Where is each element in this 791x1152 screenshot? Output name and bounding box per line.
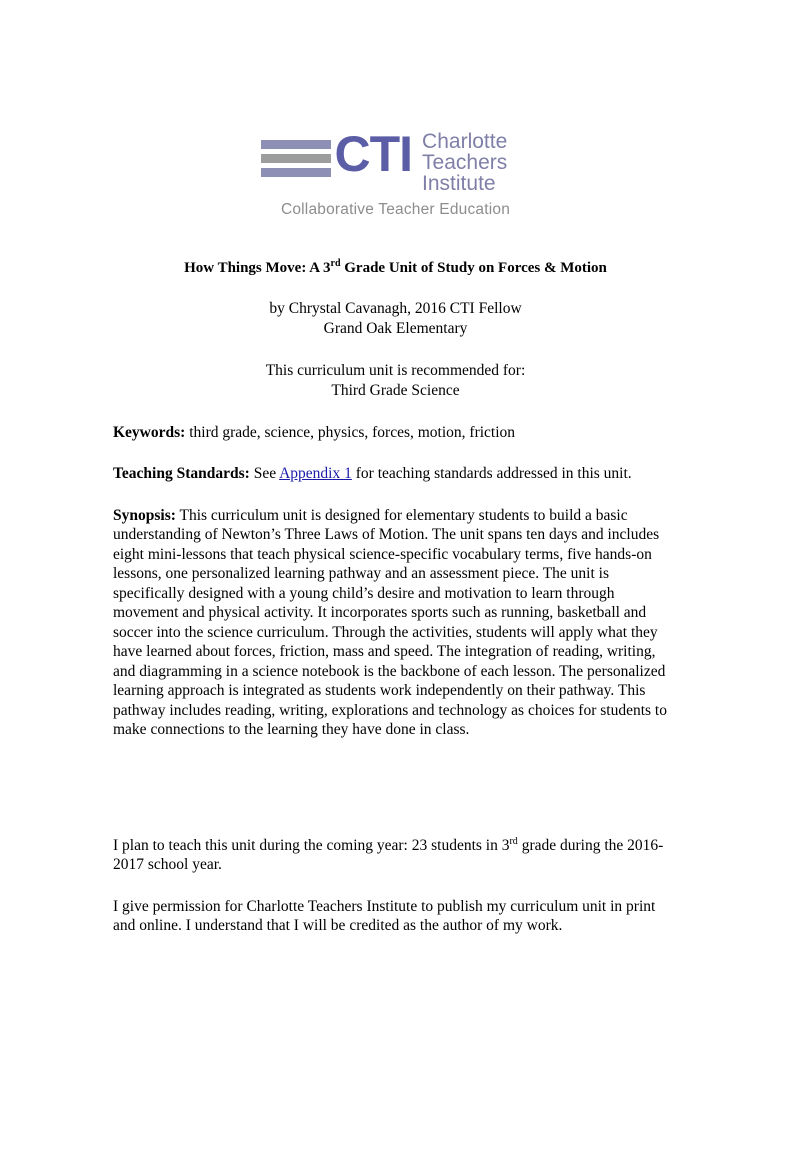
logo-wordmark (422, 128, 507, 194)
recommendation-value: Third Grade Science (331, 381, 460, 399)
cti-logo-block (0, 128, 791, 219)
permission-paragraph: I give permission for Charlotte Teachers Institute to publish my curriculum unit in print and online. I understand that I will be credited as the author of my work. (113, 897, 656, 934)
page-title-part1: How Things Move: A 3 (184, 260, 331, 276)
teaching-plan-paragraph (113, 836, 678, 875)
standards-pre-text: See (249, 465, 280, 482)
teaching-plan-ordinal: rd (509, 835, 518, 847)
school-line: Grand Oak Elementary (323, 319, 468, 337)
logo-tagline: Collaborative Teacher Education (280, 201, 511, 218)
recommendation-block (113, 361, 678, 401)
author-line: by Chrystal Cavanagh, 2016 CTI Fellow (269, 299, 522, 317)
synopsis-paragraph (113, 506, 678, 740)
logo-bars-icon (261, 128, 331, 177)
appendix-1-link[interactable]: Appendix 1 (279, 465, 352, 482)
recommendation-label: This curriculum unit is recommended for: (265, 361, 526, 379)
content-spacer (113, 740, 678, 836)
document-content (0, 259, 791, 936)
synopsis-label: Synopsis: (113, 506, 176, 524)
page-title-part2: Grade Unit of Study on Forces & Motion (340, 260, 607, 276)
byline (113, 299, 678, 339)
standards-post-text: for teaching standards addressed in this unit. (351, 465, 632, 482)
keywords-paragraph (113, 423, 678, 443)
page-title (113, 259, 678, 279)
keywords-value: third grade, science, physics, forces, motion, friction (185, 423, 516, 441)
logo-word-2: Teachers (422, 151, 508, 174)
page-title-ordinal: rd (330, 258, 341, 269)
standards-label: Teaching Standards: (113, 465, 250, 482)
logo-word-3: Institute (422, 172, 496, 195)
teaching-standards-paragraph (113, 464, 678, 484)
logo-word-1: Charlotte (422, 130, 508, 153)
logo-acronym: CTI (334, 126, 413, 182)
synopsis-text: This curriculum unit is designed for elementary students to build a basic understanding of Newton’s Three Laws of Motion. The unit spans ten days and includes eight mini-lessons that teach physical science-specific vocabulary terms, five hands-on lessons, one personalized learning pathway and an assessment piece. The unit is specifically designed with a young child’s desire and motivation to learn through movement and physical activity. It incorporates sports such as running, basketball and soccer into the science curriculum. Through the activities, students will apply what they have learned about forces, friction, mass and speed. The integration of reading, writing, and diagramming in a science notebook is the backbone of each lesson. The personalized learning approach is integrated as students work independently on their pathway. This pathway includes reading, writing, explorations and technology as choices for students to make connections to the learning they have done in class. (113, 506, 667, 738)
teaching-plan-part1: I plan to teach this unit during the coming year: 23 students in 3 (113, 836, 510, 854)
teaching-plan-part2: grade during the 2016-2017 school year. (113, 836, 664, 873)
keywords-label: Keywords: (113, 423, 186, 441)
cti-logo (261, 128, 531, 194)
document-page (0, 128, 791, 1152)
